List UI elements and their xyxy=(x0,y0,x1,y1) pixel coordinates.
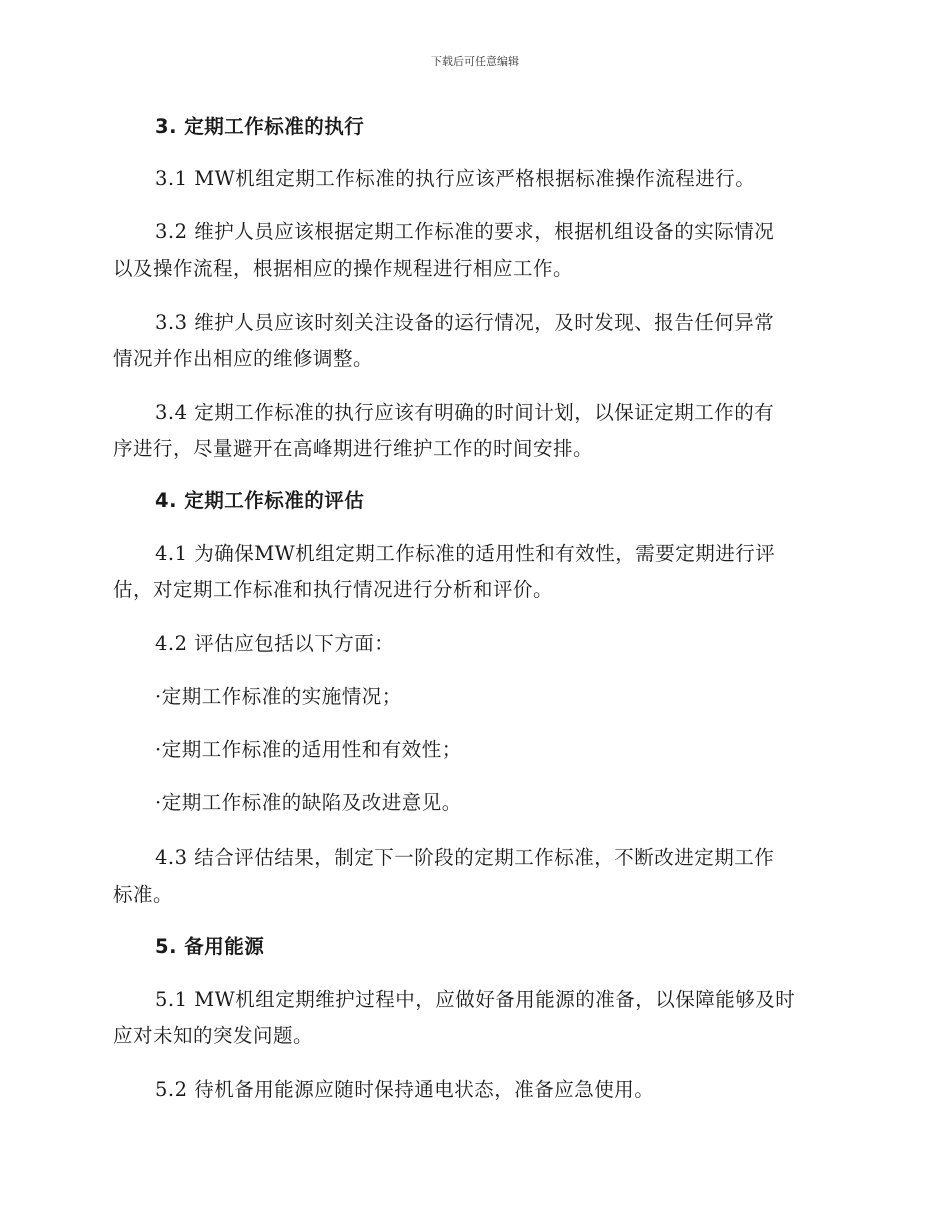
paragraph-3-1-line-1: 3.1 MW机组定期工作标准的执行应该严格根据标准操作流程进行。 xyxy=(155,167,756,190)
paragraph-4-1-line-1: 4.1 为确保MW机组定期工作标准的适用性和有效性，需要定期进行评 xyxy=(155,542,776,565)
page-header: 下载后可任意编辑 xyxy=(431,55,519,68)
bullet-item-2: ·定期工作标准的适用性和有效性； xyxy=(155,738,462,761)
paragraph-5-1-line-1: 5.1 MW机组定期维护过程中，应做好备用能源的准备，以保障能够及时 xyxy=(155,988,796,1011)
paragraph-5-1-line-2: 应对未知的突发问题。 xyxy=(113,1024,314,1047)
paragraph-3-2-line-2: 以及操作流程，根据相应的操作规程进行相应工作。 xyxy=(113,257,574,280)
bullet-item-1: ·定期工作标准的实施情况； xyxy=(155,685,402,708)
paragraph-4-3-line-2: 标准。 xyxy=(113,883,174,906)
section-4-heading: 4. 定期工作标准的评估 xyxy=(155,489,365,512)
bullet-item-3: ·定期工作标准的缺陷及改进意见。 xyxy=(155,791,462,814)
paragraph-4-3-line-1: 4.3 结合评估结果，制定下一阶段的定期工作标准，不断改进定期工作 xyxy=(155,846,775,869)
paragraph-3-4-line-2: 序进行，尽量避开在高峰期进行维护工作的时间安排。 xyxy=(113,437,594,460)
section-5-heading: 5. 备用能源 xyxy=(155,935,265,958)
paragraph-3-2-line-1: 3.2 维护人员应该根据定期工作标准的要求，根据机组设备的实际情况 xyxy=(155,220,775,243)
paragraph-3-3-line-1: 3.3 维护人员应该时刻关注设备的运行情况，及时发现、报告任何异常 xyxy=(155,311,775,334)
paragraph-5-2-line-1: 5.2 待机备用能源应随时保持通电状态，准备应急使用。 xyxy=(155,1078,655,1101)
paragraph-3-3-line-2: 情况并作出相应的维修调整。 xyxy=(113,347,374,370)
paragraph-3-4-line-1: 3.4 定期工作标准的执行应该有明确的时间计划，以保证定期工作的有 xyxy=(155,401,775,424)
section-3-heading: 3. 定期工作标准的执行 xyxy=(155,115,365,138)
paragraph-4-1-line-2: 估，对定期工作标准和执行情况进行分析和评价。 xyxy=(113,578,554,601)
paragraph-4-2-line-1: 4.2 评估应包括以下方面： xyxy=(155,632,395,655)
